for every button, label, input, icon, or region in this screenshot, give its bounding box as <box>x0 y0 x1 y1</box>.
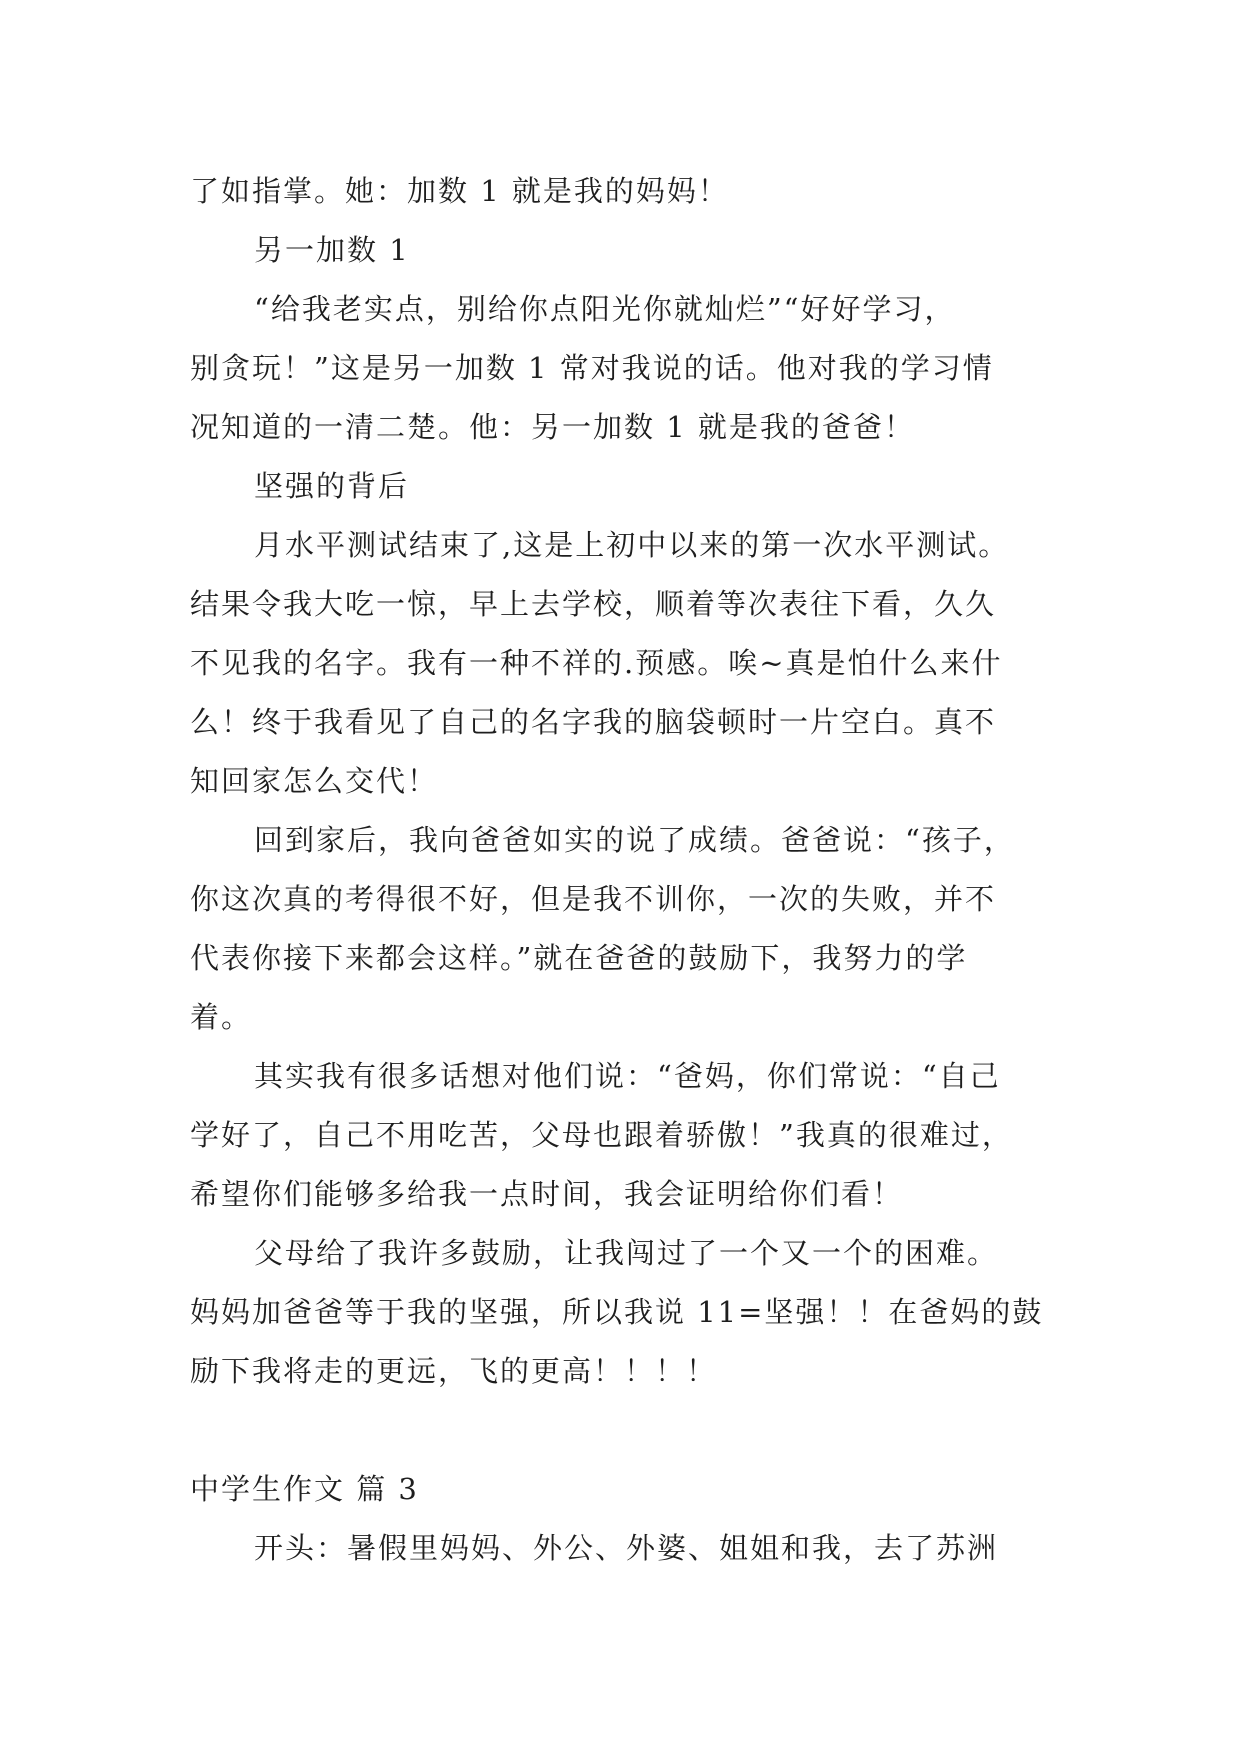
text-line: 结果令我大吃一惊，早上去学校，顺着等次表往下看，久久 <box>190 587 997 621</box>
subheading-behind-strength: 坚强的背后 <box>254 469 410 503</box>
paragraph-line: 父母给了我许多鼓励，让我闯过了一个又一个的困难。 <box>254 1236 999 1270</box>
paragraph-line: 月水平测试结束了,这是上初中以来的第一次水平测试。 <box>254 528 1010 562</box>
text-line: 代表你接下来都会这样。”就在爸爸的鼓励下，我努力的学 <box>190 941 968 975</box>
text-line: 希望你们能够多给我一点时间，我会证明给你们看！ <box>190 1177 904 1211</box>
text-line: 不见我的名字。我有一种不祥的.预感。唉~真是怕什么来什 <box>190 646 1003 680</box>
text-line: 学好了，自己不用吃苦，父母也跟着骄傲！”我真的很难过， <box>190 1118 1013 1152</box>
section-spacer <box>190 1401 1070 1460</box>
paragraph-line: 回到家后，我向爸爸如实的说了成绩。爸爸说：“孩子， <box>254 823 1015 857</box>
text-line: 别贪玩！”这是另一加数 1 常对我说的话。他对我的学习情 <box>190 351 994 385</box>
text-line: 励下我将走的更远，飞的更高！！！！ <box>190 1354 718 1388</box>
paragraph-line: “给我老实点，别给你点阳光你就灿烂”“好好学习， <box>254 292 956 326</box>
text-line: 你这次真的考得很不好，但是我不训你，一次的失败，并不 <box>190 882 997 916</box>
text-line: 妈妈加爸爸等于我的坚强，所以我说 11=坚强！！在爸妈的鼓 <box>190 1295 1044 1329</box>
paragraph-line: 其实我有很多话想对他们说：“爸妈，你们常说：“自己 <box>254 1059 1001 1093</box>
section-heading: 中学生作文 篇 3 <box>190 1472 419 1506</box>
text-line: 况知道的一清二楚。他：另一加数 1 就是我的爸爸！ <box>190 410 915 444</box>
text-line: 么！终于我看见了自己的名字我的脑袋顿时一片空白。真不 <box>190 705 997 739</box>
paragraph-line: 开头：暑假里妈妈、外公、外婆、姐姐和我，去了苏洲 <box>254 1531 999 1565</box>
text-line: 着。 <box>190 1000 253 1034</box>
document-body <box>190 162 1070 1578</box>
text-line: 了如指掌。她：加数 1 就是我的妈妈！ <box>190 174 729 208</box>
text-line: 知回家怎么交代！ <box>190 764 439 798</box>
subheading-another-addend: 另一加数 1 <box>254 233 410 267</box>
